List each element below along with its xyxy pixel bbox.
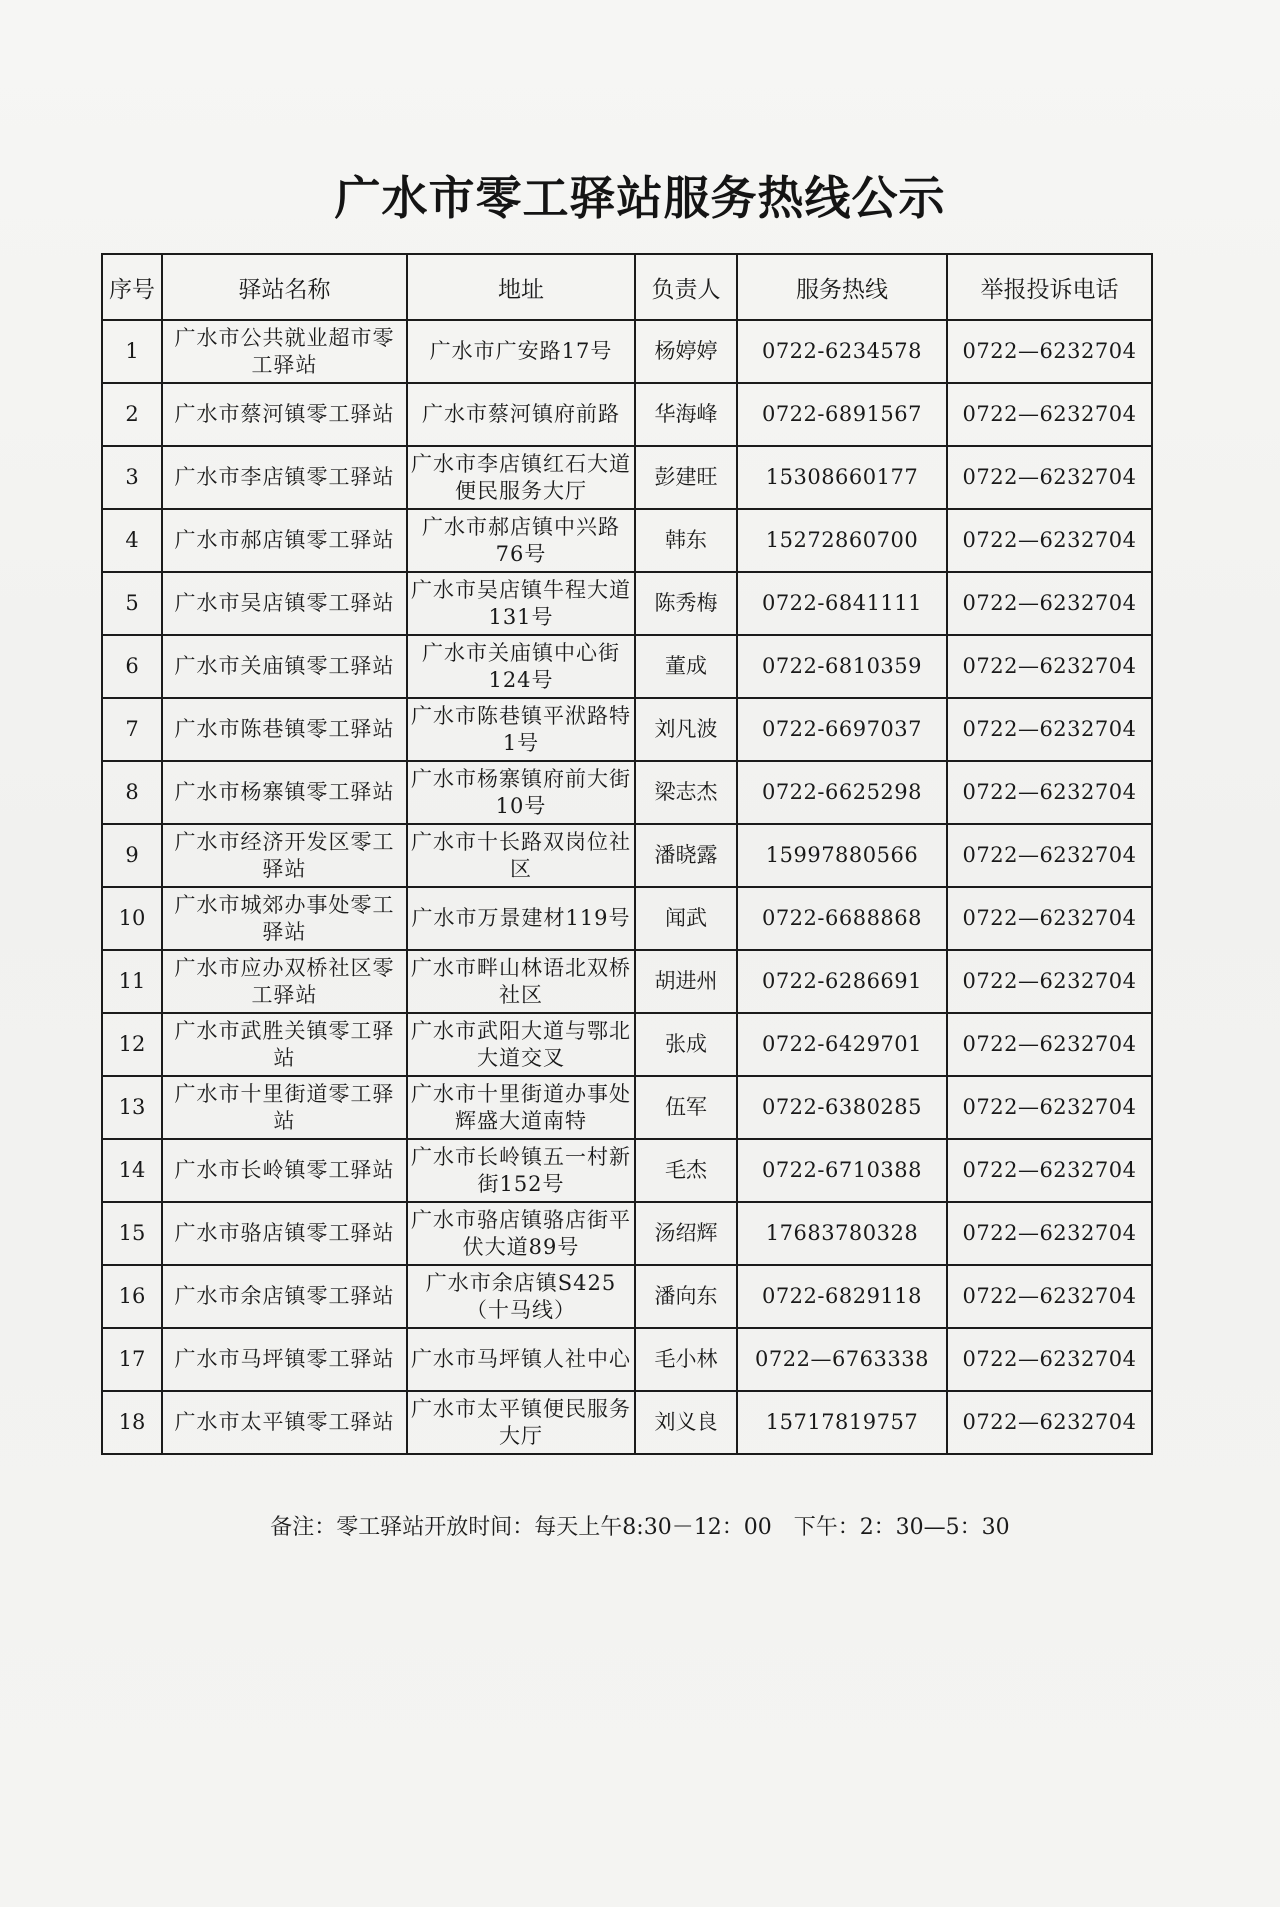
cell-manager: 汤绍辉 bbox=[635, 1202, 737, 1265]
cell-index: 15 bbox=[102, 1202, 162, 1265]
cell-address: 广水市畔山林语北双桥社区 bbox=[407, 950, 635, 1013]
cell-hotline: 15272860700 bbox=[737, 509, 947, 572]
cell-address: 广水市长岭镇五一村新街152号 bbox=[407, 1139, 635, 1202]
cell-hotline: 0722-6710388 bbox=[737, 1139, 947, 1202]
cell-address: 广水市广安路17号 bbox=[407, 320, 635, 383]
cell-address: 广水市吴店镇牛程大道131号 bbox=[407, 572, 635, 635]
cell-manager: 梁志杰 bbox=[635, 761, 737, 824]
cell-complaint-phone: 0722—6232704 bbox=[947, 635, 1152, 698]
cell-hotline: 15717819757 bbox=[737, 1391, 947, 1454]
cell-manager: 潘向东 bbox=[635, 1265, 737, 1328]
cell-station-name: 广水市太平镇零工驿站 bbox=[162, 1391, 407, 1454]
cell-index: 16 bbox=[102, 1265, 162, 1328]
cell-hotline: 15997880566 bbox=[737, 824, 947, 887]
table-row bbox=[102, 1202, 1152, 1265]
cell-address: 广水市杨寨镇府前大街10号 bbox=[407, 761, 635, 824]
cell-station-name: 广水市郝店镇零工驿站 bbox=[162, 509, 407, 572]
cell-complaint-phone: 0722—6232704 bbox=[947, 1202, 1152, 1265]
table-row bbox=[102, 635, 1152, 698]
cell-hotline: 0722-6810359 bbox=[737, 635, 947, 698]
cell-station-name: 广水市李店镇零工驿站 bbox=[162, 446, 407, 509]
cell-station-name: 广水市关庙镇零工驿站 bbox=[162, 635, 407, 698]
table-row bbox=[102, 1265, 1152, 1328]
cell-manager: 彭建旺 bbox=[635, 446, 737, 509]
table-row bbox=[102, 383, 1152, 446]
cell-hotline: 0722-6625298 bbox=[737, 761, 947, 824]
cell-address: 广水市万景建材119号 bbox=[407, 887, 635, 950]
cell-address: 广水市马坪镇人社中心 bbox=[407, 1328, 635, 1391]
cell-station-name: 广水市余店镇零工驿站 bbox=[162, 1265, 407, 1328]
cell-complaint-phone: 0722—6232704 bbox=[947, 320, 1152, 383]
table-row bbox=[102, 761, 1152, 824]
cell-hotline: 0722-6429701 bbox=[737, 1013, 947, 1076]
cell-index: 17 bbox=[102, 1328, 162, 1391]
cell-hotline: 0722—6763338 bbox=[737, 1328, 947, 1391]
cell-index: 8 bbox=[102, 761, 162, 824]
cell-complaint-phone: 0722—6232704 bbox=[947, 1328, 1152, 1391]
cell-complaint-phone: 0722—6232704 bbox=[947, 1013, 1152, 1076]
cell-station-name: 广水市十里街道零工驿站 bbox=[162, 1076, 407, 1139]
cell-address: 广水市陈巷镇平洑路特1号 bbox=[407, 698, 635, 761]
cell-address: 广水市十长路双岗位社区 bbox=[407, 824, 635, 887]
cell-hotline: 0722-6380285 bbox=[737, 1076, 947, 1139]
cell-manager: 刘凡波 bbox=[635, 698, 737, 761]
cell-station-name: 广水市公共就业超市零工驿站 bbox=[162, 320, 407, 383]
cell-station-name: 广水市吴店镇零工驿站 bbox=[162, 572, 407, 635]
table-body bbox=[102, 320, 1152, 1454]
cell-index: 5 bbox=[102, 572, 162, 635]
cell-index: 14 bbox=[102, 1139, 162, 1202]
cell-index: 6 bbox=[102, 635, 162, 698]
cell-complaint-phone: 0722—6232704 bbox=[947, 698, 1152, 761]
cell-address: 广水市余店镇S425（十马线） bbox=[407, 1265, 635, 1328]
cell-station-name: 广水市武胜关镇零工驿站 bbox=[162, 1013, 407, 1076]
cell-index: 1 bbox=[102, 320, 162, 383]
table-row bbox=[102, 824, 1152, 887]
header-manager: 负责人 bbox=[635, 254, 737, 320]
cell-hotline: 0722-6688868 bbox=[737, 887, 947, 950]
cell-address: 广水市郝店镇中兴路76号 bbox=[407, 509, 635, 572]
cell-complaint-phone: 0722—6232704 bbox=[947, 1265, 1152, 1328]
cell-station-name: 广水市经济开发区零工驿站 bbox=[162, 824, 407, 887]
cell-hotline: 0722-6286691 bbox=[737, 950, 947, 1013]
cell-station-name: 广水市马坪镇零工驿站 bbox=[162, 1328, 407, 1391]
cell-station-name: 广水市陈巷镇零工驿站 bbox=[162, 698, 407, 761]
cell-manager: 刘义良 bbox=[635, 1391, 737, 1454]
page-title: 广水市零工驿站服务热线公示 bbox=[334, 171, 946, 225]
cell-station-name: 广水市应办双桥社区零工驿站 bbox=[162, 950, 407, 1013]
cell-station-name: 广水市杨寨镇零工驿站 bbox=[162, 761, 407, 824]
cell-complaint-phone: 0722—6232704 bbox=[947, 1076, 1152, 1139]
cell-address: 广水市武阳大道与鄂北大道交叉 bbox=[407, 1013, 635, 1076]
cell-hotline: 0722-6234578 bbox=[737, 320, 947, 383]
cell-index: 4 bbox=[102, 509, 162, 572]
cell-manager: 潘晓露 bbox=[635, 824, 737, 887]
cell-complaint-phone: 0722—6232704 bbox=[947, 572, 1152, 635]
table-row bbox=[102, 1328, 1152, 1391]
cell-manager: 闻武 bbox=[635, 887, 737, 950]
remark-note: 备注：零工驿站开放时间：每天上午8:30－12：00 下午：2：30—5：30 bbox=[270, 1515, 1010, 1540]
cell-manager: 杨婷婷 bbox=[635, 320, 737, 383]
table-row bbox=[102, 1139, 1152, 1202]
cell-index: 10 bbox=[102, 887, 162, 950]
cell-index: 11 bbox=[102, 950, 162, 1013]
cell-complaint-phone: 0722—6232704 bbox=[947, 383, 1152, 446]
table-row bbox=[102, 1076, 1152, 1139]
cell-manager: 张成 bbox=[635, 1013, 737, 1076]
cell-index: 7 bbox=[102, 698, 162, 761]
cell-manager: 陈秀梅 bbox=[635, 572, 737, 635]
cell-complaint-phone: 0722—6232704 bbox=[947, 887, 1152, 950]
cell-hotline: 0722-6697037 bbox=[737, 698, 947, 761]
table-row bbox=[102, 698, 1152, 761]
header-name: 驿站名称 bbox=[162, 254, 407, 320]
header-complaint: 举报投诉电话 bbox=[947, 254, 1152, 320]
cell-station-name: 广水市骆店镇零工驿站 bbox=[162, 1202, 407, 1265]
cell-manager: 华海峰 bbox=[635, 383, 737, 446]
table-header-row bbox=[102, 254, 1152, 320]
cell-station-name: 广水市蔡河镇零工驿站 bbox=[162, 383, 407, 446]
cell-hotline: 17683780328 bbox=[737, 1202, 947, 1265]
cell-address: 广水市关庙镇中心街124号 bbox=[407, 635, 635, 698]
cell-index: 3 bbox=[102, 446, 162, 509]
cell-index: 9 bbox=[102, 824, 162, 887]
cell-manager: 毛小林 bbox=[635, 1328, 737, 1391]
cell-manager: 毛杰 bbox=[635, 1139, 737, 1202]
table-row bbox=[102, 1013, 1152, 1076]
cell-index: 12 bbox=[102, 1013, 162, 1076]
cell-index: 18 bbox=[102, 1391, 162, 1454]
table-row bbox=[102, 320, 1152, 383]
cell-index: 2 bbox=[102, 383, 162, 446]
table-row bbox=[102, 1391, 1152, 1454]
cell-index: 13 bbox=[102, 1076, 162, 1139]
table-row bbox=[102, 572, 1152, 635]
hotline-table bbox=[101, 253, 1153, 1455]
cell-manager: 伍军 bbox=[635, 1076, 737, 1139]
cell-complaint-phone: 0722—6232704 bbox=[947, 446, 1152, 509]
header-hotline: 服务热线 bbox=[737, 254, 947, 320]
cell-hotline: 15308660177 bbox=[737, 446, 947, 509]
cell-hotline: 0722-6841111 bbox=[737, 572, 947, 635]
table-row bbox=[102, 887, 1152, 950]
cell-manager: 董成 bbox=[635, 635, 737, 698]
cell-address: 广水市蔡河镇府前路 bbox=[407, 383, 635, 446]
cell-complaint-phone: 0722—6232704 bbox=[947, 509, 1152, 572]
table-row bbox=[102, 950, 1152, 1013]
cell-address: 广水市太平镇便民服务大厅 bbox=[407, 1391, 635, 1454]
cell-station-name: 广水市长岭镇零工驿站 bbox=[162, 1139, 407, 1202]
cell-manager: 韩东 bbox=[635, 509, 737, 572]
cell-hotline: 0722-6829118 bbox=[737, 1265, 947, 1328]
cell-address: 广水市骆店镇骆店街平伏大道89号 bbox=[407, 1202, 635, 1265]
header-index: 序号 bbox=[102, 254, 162, 320]
header-address: 地址 bbox=[407, 254, 635, 320]
cell-complaint-phone: 0722—6232704 bbox=[947, 950, 1152, 1013]
cell-complaint-phone: 0722—6232704 bbox=[947, 1391, 1152, 1454]
cell-complaint-phone: 0722—6232704 bbox=[947, 824, 1152, 887]
table-row bbox=[102, 446, 1152, 509]
table-row bbox=[102, 509, 1152, 572]
cell-station-name: 广水市城郊办事处零工驿站 bbox=[162, 887, 407, 950]
cell-complaint-phone: 0722—6232704 bbox=[947, 761, 1152, 824]
cell-complaint-phone: 0722—6232704 bbox=[947, 1139, 1152, 1202]
cell-address: 广水市十里街道办事处辉盛大道南特 bbox=[407, 1076, 635, 1139]
cell-hotline: 0722-6891567 bbox=[737, 383, 947, 446]
cell-address: 广水市李店镇红石大道便民服务大厅 bbox=[407, 446, 635, 509]
cell-manager: 胡进州 bbox=[635, 950, 737, 1013]
